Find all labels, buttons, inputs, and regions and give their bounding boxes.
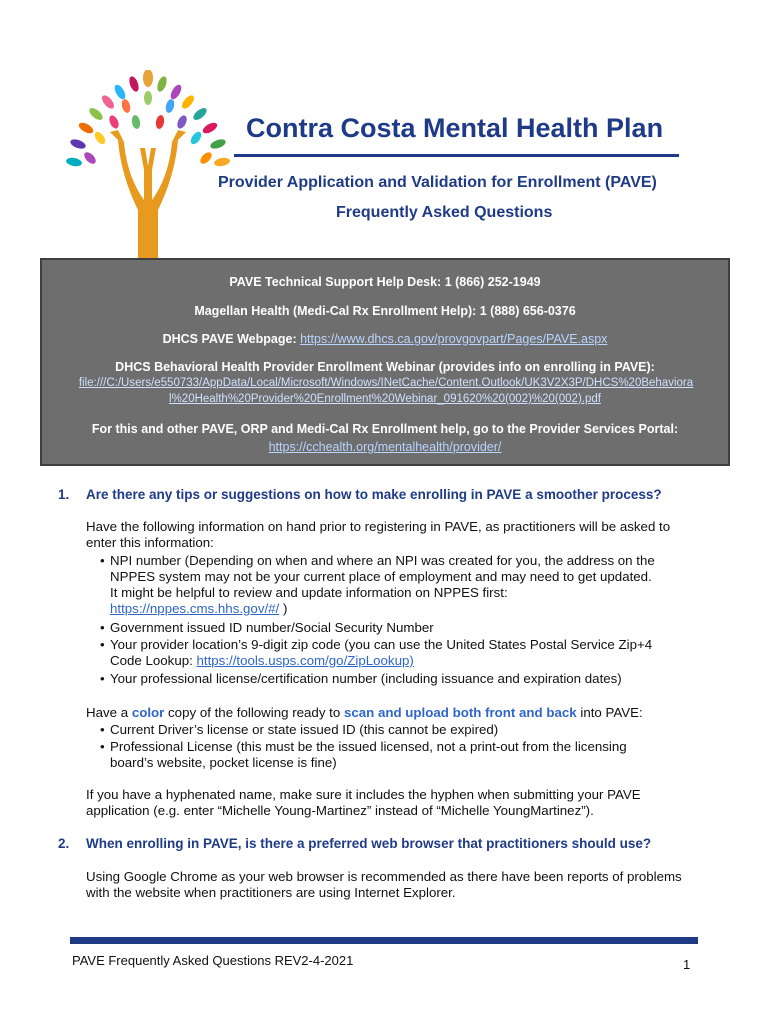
npi-line-1: NPI number (Depending on when and where an NPI was created for you, the address on the [110,553,655,568]
p2-c: copy of the following ready to [164,705,344,720]
hyphen-paragraph [86,787,698,819]
bullet: • [100,553,105,568]
dhcs-webpage-link[interactable]: https://www.dhcs.ca.gov/provgovpart/Pages/PAVE.aspx [300,332,608,346]
zip-line-1: Your provider location’s 9-digit zip code (you can use the United States Postal Service Zip+4 [110,637,653,652]
nppes-link[interactable]: https://nppes.cms.hhs.gov/#/ [110,601,280,616]
page-subtitle-faq: Frequently Asked Questions [336,204,553,221]
bullet: • [100,637,105,652]
gov-id-text: Government issued ID number/Social Security Number [110,620,434,635]
list-item-drivers-license [100,722,700,738]
color-copy-paragraph [86,705,643,721]
q1-intro-1: Have the following information on hand prior to registering in PAVE, as practitioners will be asked to [86,519,671,534]
prof-license-line-2: board’s website, pocket license is fine) [110,755,337,770]
npi-line-2: NPPES system may not be your current place of employment and may need to get updated. [110,569,652,584]
footer-text: PAVE Frequently Asked Questions REV2-4-2021 [72,953,354,968]
hyphen-line-1: If you have a hyphenated name, make sure it includes the hyphen when submitting your PAVE [86,787,641,802]
bullet: • [100,722,105,737]
zip-line-2 [110,653,700,669]
npi-line-4 [110,601,700,617]
webinar-file-path-1[interactable]: file:///C:/Users/e550733/AppData/Local/Microsoft/Windows/INetCache/Content.Outlook/UK3V2X3P/DHCS%20Behaviora [78,377,694,389]
dhcs-webpage-line [42,332,728,346]
q1-intro-2: enter this information: [86,535,214,550]
hyphen-line-2: application (e.g. enter “Michelle Young-Martinez” instead of “Michelle YoungMartinez”). [86,803,594,818]
page-number: 1 [683,957,691,972]
prof-license-line-1: Professional License (this must be the issued licensed, not a print-out from the licensing [110,739,627,754]
p2-e: into PAVE: [576,705,643,720]
dhcs-webpage-label: DHCS PAVE Webpage: [162,332,301,346]
p2-a: Have a [86,705,132,720]
list-item-gov-id [100,620,700,636]
footer-rule [70,937,698,944]
magellan-line: Magellan Health (Medi-Cal Rx Enrollment Help): 1 (888) 656-0376 [194,304,576,318]
bullet: • [100,671,105,686]
q2-answer-line-2: with the website when practitioners are using Internet Explorer. [86,885,456,900]
list-item-professional-license [100,739,700,771]
list-item-npi [100,553,700,617]
npi-line-3: It might be helpful to review and update information on NPPES first: [110,585,508,600]
q2-question: When enrolling in PAVE, is there a preferred web browser that practitioners should use? [86,836,652,851]
hands-trunk [110,130,186,260]
drivers-license-text: Current Driver’s license or state issued ID (this cannot be expired) [110,722,499,737]
page-subtitle: Provider Application and Validation for Enrollment (PAVE) [218,174,657,191]
page-title: Contra Costa Mental Health Plan [246,113,664,143]
title-underline [234,154,679,157]
help-contact-box [40,258,730,466]
p2-scan-upload: scan and upload both front and back [343,705,577,720]
portal-link[interactable]: https://cchealth.org/mentalhealth/provider/ [268,440,502,454]
webinar-line: DHCS Behavioral Health Provider Enrollment Webinar (provides info on enrolling in PAVE): [115,360,655,374]
zip-label: Code Lookup: [110,653,197,668]
leaves [65,70,230,167]
q2-number: 2. [58,836,70,851]
q2-answer-line-1: Using Google Chrome as your web browser is recommended as there have been reports of problems [86,869,682,884]
bullet: • [100,739,105,754]
help-desk-line: PAVE Technical Support Help Desk: 1 (866) 252-1949 [229,275,541,289]
q1-number: 1. [58,487,70,502]
npi-close: ) [279,601,288,616]
p2-color: color [131,705,165,720]
license-text: Your professional license/certification number (including issuance and expiration dates) [110,671,622,686]
tree-hands-logo [48,70,248,265]
webinar-file-path-2[interactable]: l%20Health%20Provider%20Enrollment%20Webinar_091620%20(002)%20(002).pdf [169,393,601,405]
zip-lookup-link[interactable]: https://tools.usps.com/go/ZipLookup) [196,653,414,668]
list-item-license [100,671,700,687]
q2-answer [86,869,698,901]
q1-question: Are there any tips or suggestions on how to make enrolling in PAVE a smoother process? [86,487,662,502]
portal-link-row [42,440,728,454]
bullet: • [100,620,105,635]
portal-line: For this and other PAVE, ORP and Medi-Cal Rx Enrollment help, go to the Provider Services Portal: [91,422,679,436]
list-item-zip [100,637,700,669]
